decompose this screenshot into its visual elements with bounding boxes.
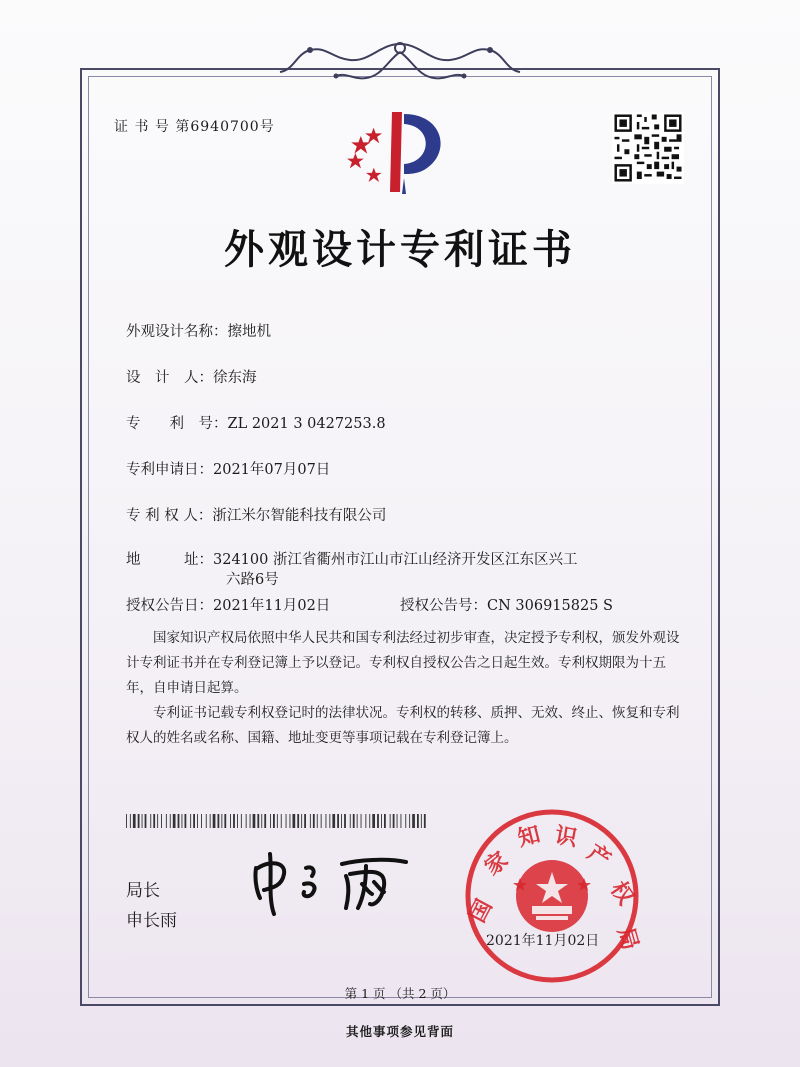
patentee-label: 专 利 权 人： <box>126 508 213 524</box>
svg-text:国: 国 <box>465 895 498 927</box>
grant-number-row <box>400 594 613 615</box>
cnipa-emblem-icon <box>340 104 460 200</box>
filing-date-value: 2021年07月07日 <box>213 462 331 478</box>
designer-value: 徐东海 <box>213 370 257 386</box>
svg-text:局: 局 <box>612 924 642 953</box>
address-row-continued <box>226 568 279 589</box>
patent-number-value: ZL 2021 3 0427253.8 <box>227 416 386 432</box>
director-signature <box>246 846 416 918</box>
grant-date-label: 授权公告日： <box>126 598 213 614</box>
address-label: 地 址： <box>126 552 213 568</box>
top-ornament <box>270 36 530 92</box>
design-name-label: 外观设计名称： <box>126 324 228 340</box>
body-text <box>126 626 686 751</box>
grant-date-row <box>126 594 330 615</box>
patentee-value: 浙江米尔智能科技有限公司 <box>212 508 387 524</box>
certificate-number: 证 书 号 第6940700号 <box>114 119 275 135</box>
official-seal <box>462 806 642 986</box>
barcode <box>126 814 426 828</box>
grant-date-value: 2021年11月02日 <box>213 598 331 614</box>
grant-number-value: CN 306915825 S <box>487 598 613 614</box>
svg-text:产: 产 <box>582 840 615 874</box>
patent-number-row <box>126 412 386 433</box>
grant-number-label: 授权公告号： <box>400 598 487 614</box>
filing-date-label: 专利申请日： <box>126 462 213 478</box>
seal-date: 2021年11月02日 <box>486 933 600 949</box>
svg-text:识: 识 <box>552 823 579 852</box>
designer-row <box>126 366 257 387</box>
patentee-row <box>126 504 386 525</box>
address-value-line1: 324100 浙江省衢州市江山市江山经济开发区江东区兴工 <box>213 552 578 568</box>
footer-note: 其他事项参见背面 <box>345 1024 454 1039</box>
director-title: 局长 <box>126 881 160 901</box>
filing-date-row <box>126 458 330 479</box>
design-name-row <box>126 320 271 341</box>
patent-number-label: 专 利 号： <box>126 416 228 432</box>
page-number: 第 1 页 （共 2 页） <box>344 986 456 1001</box>
design-name-value: 擦地机 <box>227 324 271 340</box>
svg-text:知: 知 <box>515 822 543 852</box>
body-paragraph-2: 专利证书记载专利权登记时的法律状况。专利权的转移、质押、无效、终止、恢复和专利权人的姓名或名称、国籍、地址变更等事项记载在专利登记簿上。 <box>126 705 680 746</box>
address-value-line2: 六路6号 <box>226 572 279 588</box>
address-row <box>126 548 577 569</box>
designer-label: 设 计 人： <box>126 370 213 386</box>
body-paragraph-1: 国家知识产权局依照中华人民共和国专利法经过初步审查，决定授予专利权，颁发外观设计专利证书并在专利登记簿上予以登记。专利权自授权公告之日起生效。专利权期限为十五年，自申请日起算。 <box>126 630 680 696</box>
page-title: 外观设计专利证书 <box>224 226 576 273</box>
qr-code <box>612 112 684 184</box>
director-name: 申长雨 <box>126 911 177 931</box>
svg-text:家: 家 <box>480 847 514 881</box>
svg-text:权: 权 <box>605 877 639 910</box>
